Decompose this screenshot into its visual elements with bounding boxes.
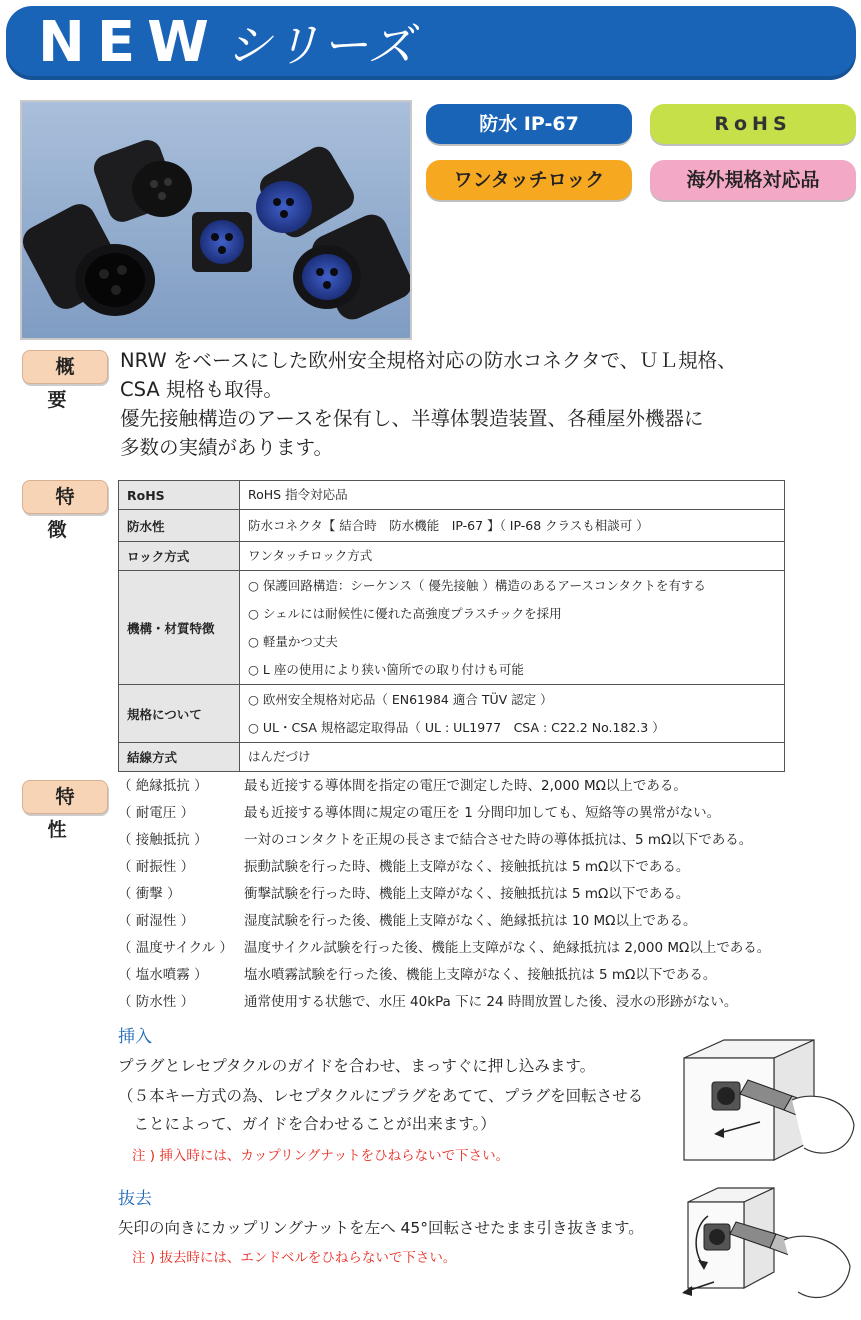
feature-value-line: ○ シェルには耐候性に優れた高強度プラスチックを採用 [248,605,562,621]
features-label: 特徴 [22,480,108,514]
characteristic-text: 一対のコンタクトを正規の長さまで結合させた時の導体抵抗は、5 mΩ以下である。 [244,832,753,848]
characteristics-label: 特性 [22,780,108,814]
feature-head: 機構・材質特徴 [119,571,240,685]
characteristic-text: 温度サイクル試験を行った後、機能上支障がなく、絶縁抵抗は 2,000 MΩ以上である。 [244,940,771,956]
characteristic-text: 最も近接する導体間に規定の電圧を 1 分間印加しても、短絡等の異常がない。 [244,805,721,821]
insert-line: （５本キー方式の為、レセプタクルにプラグをあてて、プラグを回転させる [118,1087,644,1105]
characteristic-text: 最も近接する導体間を指定の電圧で測定した時、2,000 MΩ以上である。 [244,778,687,794]
badge-overseas-standard: 海外規格対応品 [650,160,856,200]
square-receptacle [192,212,252,272]
banner-title-new: NEW [38,10,221,75]
feature-value-line: 防水コネクタ【 結合時 防水機能 IP-67 】（ IP-68 クラスも相談可 ） [248,517,649,533]
characteristic-text: 湿度試験を行った後、機能上支障がなく、絶縁抵抗は 10 MΩ以上である。 [244,913,697,929]
characteristic-text: 塩水噴霧試験を行った後、機能上支障がなく、接触抵抗は 5 mΩ以下である。 [244,967,717,983]
feature-head: 結線方式 [119,743,240,772]
banner-title [38,8,416,78]
table-row [119,743,785,772]
feature-value [240,542,785,571]
remove-illustration [674,1182,856,1316]
insert-line: プラグとレセプタクルのガイドを合わせ、まっすぐに押し込みます。 [118,1057,596,1075]
feature-value [240,685,785,743]
characteristic-label: （ 温度サイクル ） [118,940,233,956]
feature-value [240,743,785,772]
feature-value-line: ○ UL・CSA 規格認定取得品（ UL : UL1977 CSA : C22.2 No.182.3 ） [248,719,665,735]
feature-value-line: ○ 保護回路構造：シーケンス（ 優先接触 ）構造のあるアースコンタクトを有する [248,577,706,593]
feature-value [240,510,785,542]
feature-head: 規格について [119,685,240,743]
table-row [119,510,785,542]
overview-label: 概要 [22,350,108,384]
overview-line: NRW をベースにした欧州安全規格対応の防水コネクタで、ＵＬ規格、 [120,349,737,372]
characteristic-label: （ 接触抵抗 ） [118,832,208,848]
overview-line: CSA 規格も取得。 [120,378,283,401]
feature-value [240,481,785,510]
connector-photo-illustration [22,102,412,340]
overview-line: 優先接触構造のアースを保有し、半導体製造装置、各種屋外機器に [120,407,704,430]
feature-head: ロック方式 [119,542,240,571]
feature-value-line: はんだづけ [248,749,311,764]
feature-value-line: ○ 軽量かつ丈夫 [248,633,338,649]
title-banner [6,6,856,80]
characteristic-text: 衝撃試験を行った時、機能上支障がなく、接触抵抗は 5 mΩ以下である。 [244,886,690,902]
table-row [119,542,785,571]
product-photo [20,100,412,340]
feature-value-line: ○ L 座の使用により狭い箇所での取り付けも可能 [248,661,524,677]
remove-heading: 抜去 [118,1189,152,1209]
characteristic-label: （ 絶縁抵抗 ） [118,778,208,794]
characteristic-label: （ 防水性 ） [118,994,195,1010]
features-table [118,480,785,772]
characteristic-text: 振動試験を行った時、機能上支障がなく、接触抵抗は 5 mΩ以下である。 [244,859,690,875]
table-row [119,571,785,685]
badge-rohs: RoHS [650,104,856,144]
feature-value-line: RoHS 指令対応品 [248,487,348,502]
banner-title-series: シリーズ [225,18,416,72]
insert-heading: 挿入 [118,1027,152,1047]
characteristic-label: （ 塩水噴霧 ） [118,967,208,983]
characteristic-label: （ 耐電圧 ） [118,805,195,821]
insert-note: 注 ) 挿入時には、カップリングナットをひねらないで下さい。 [132,1148,510,1164]
badge-waterproof-ip67: 防水 IP-67 [426,104,632,144]
feature-value-line: ○ 欧州安全規格対応品（ EN61984 適合 TÜV 認定 ） [248,691,553,707]
characteristic-label: （ 耐振性 ） [118,859,195,875]
characteristic-label: （ 耐湿性 ） [118,913,195,929]
feature-value [240,571,785,685]
feature-value-line: ワンタッチロック方式 [248,548,373,563]
badge-one-touch-lock: ワンタッチロック [426,160,632,200]
table-row [119,481,785,510]
feature-head: RoHS [119,481,240,510]
overview-line: 多数の実績があります。 [120,436,333,459]
remove-note: 注 ) 抜去時には、エンドベルをひねらないで下さい。 [132,1250,457,1266]
overview-text [120,346,840,462]
insert-line: ことによって、ガイドを合わせることが出来ます。） [118,1115,496,1133]
table-row [119,685,785,743]
insert-illustration [674,1030,856,1170]
feature-head: 防水性 [119,510,240,542]
remove-line: 矢印の向きにカップリングナットを左へ 45°回転させたまま引き抜きます。 [118,1219,644,1237]
characteristic-text: 通常使用する状態で、水圧 40kPa 下に 24 時間放置した後、浸水の形跡がない。 [244,994,738,1010]
characteristic-label: （ 衝撃 ） [118,886,181,902]
